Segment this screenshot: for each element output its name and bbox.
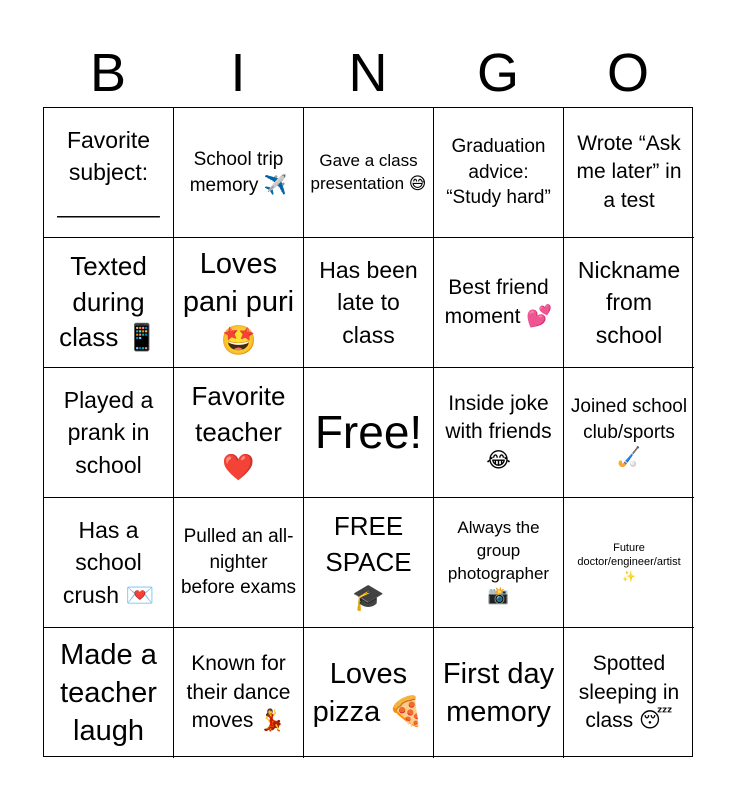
header-letter-g: G — [476, 43, 519, 103]
bingo-cell-b5[interactable] — [44, 628, 174, 758]
bingo-cell-o1[interactable] — [564, 108, 694, 238]
bingo-cell-g5[interactable] — [434, 628, 564, 758]
bingo-cell-n2[interactable] — [304, 238, 434, 368]
bingo-cell-o2[interactable] — [564, 238, 694, 368]
cell-text: Made a teacher laugh — [60, 638, 157, 748]
cell-text: Wrote “Ask me later” in a test — [576, 131, 682, 212]
cell-text: Has been late to class — [319, 257, 418, 348]
header-letter-o: O — [606, 43, 649, 103]
bingo-cell-b4[interactable] — [44, 498, 174, 628]
header-letter-n: N — [348, 43, 388, 103]
cell-text: Spotted sleeping in class 😴 — [578, 652, 680, 733]
cell-text: Favorite teacher ❤️ — [191, 380, 286, 483]
cell-text: Nickname from school — [577, 257, 681, 348]
bingo-cell-g2[interactable] — [434, 238, 564, 368]
bingo-cell-i3[interactable] — [174, 368, 304, 498]
cell-text: Loves pani puri 🤩 — [182, 248, 295, 357]
cell-text: School trip memory ✈️ — [189, 148, 288, 196]
cell-text: Best friend moment 💕 — [444, 275, 553, 328]
bingo-cell-i2[interactable] — [174, 238, 304, 368]
bingo-cell-n4[interactable] — [304, 498, 434, 628]
bingo-cell-g3[interactable] — [434, 368, 564, 498]
bingo-cell-b3[interactable] — [44, 368, 174, 498]
bingo-cell-i1[interactable] — [174, 108, 304, 238]
cell-text: Gave a class presentation 😅 — [310, 150, 427, 193]
bingo-cell-o4[interactable] — [564, 498, 694, 628]
header-letter-b: B — [89, 43, 127, 103]
bingo-cell-b1[interactable] — [44, 108, 174, 238]
cell-text: Known for their dance moves 💃 — [186, 652, 291, 733]
cell-text: Loves pizza 🍕 — [312, 657, 425, 728]
cell-text: FREE SPACE 🎓 — [325, 510, 412, 613]
bingo-board — [43, 107, 693, 757]
cell-text: Played a prank in school — [63, 387, 154, 478]
cell-text: Graduation advice: “Study hard” — [446, 136, 551, 209]
bingo-cell-i5[interactable] — [174, 628, 304, 758]
bingo-cell-o5[interactable] — [564, 628, 694, 758]
bingo-cell-i4[interactable] — [174, 498, 304, 628]
bingo-cell-g1[interactable] — [434, 108, 564, 238]
cell-text: First day memory — [442, 657, 555, 728]
bingo-cell-n3-free[interactable] — [304, 368, 434, 498]
cell-text: Free! — [314, 406, 423, 459]
cell-text: Always the group photographer 📸 — [447, 517, 550, 606]
bingo-cell-g4[interactable] — [434, 498, 564, 628]
bingo-cell-b2[interactable] — [44, 238, 174, 368]
bingo-cell-n5[interactable] — [304, 628, 434, 758]
bingo-cell-n1[interactable] — [304, 108, 434, 238]
cell-text: Favorite subject: ________ — [57, 127, 160, 218]
cell-text: Pulled an all-nighter before exams — [180, 526, 297, 599]
cell-text: Has a school crush 💌 — [62, 517, 155, 608]
cell-text: Joined school club/sports 🏑 — [570, 396, 688, 469]
bingo-cell-o3[interactable] — [564, 368, 694, 498]
header-letter-i: I — [230, 43, 246, 103]
cell-text: Inside joke with friends 😂 — [445, 391, 552, 472]
bingo-header — [43, 38, 693, 108]
cell-text: Future doctor/engineer/artist ✨ — [577, 542, 681, 583]
cell-text: Texted during class 📱 — [59, 250, 158, 353]
